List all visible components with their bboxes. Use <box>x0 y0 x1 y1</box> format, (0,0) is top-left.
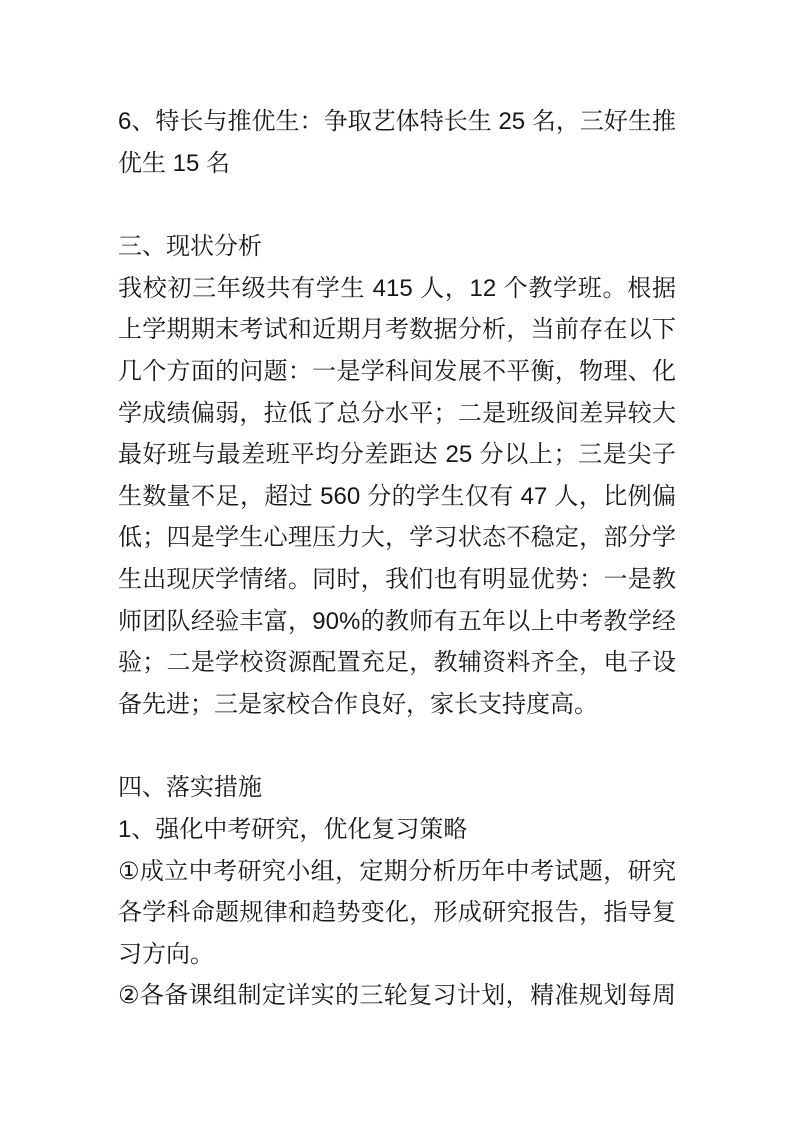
text-line: ①成立中考研究小组，定期分析历年中考试题，研究 <box>118 857 676 885</box>
paragraph <box>118 975 676 1017</box>
paragraph <box>118 809 676 851</box>
section-heading <box>118 226 676 268</box>
text-line: 三、现状分析 <box>118 233 262 261</box>
document-text-block <box>118 101 676 1017</box>
text-line: 几个方面的问题：一是学科间发展不平衡，物理、化 <box>118 357 676 385</box>
text-line: 生数量不足，超过 560 分的学生仅有 47 人，比例偏 <box>118 482 676 510</box>
paragraph <box>118 268 676 726</box>
text-line: 6、特长与推优生：争取艺体特长生 25 名，三好生推 <box>118 108 676 135</box>
paragraph <box>118 851 676 976</box>
text-line: 四、落实措施 <box>118 774 262 802</box>
text-line: 师团队经验丰富，90%的教师有五年以上中考教学经 <box>118 607 676 635</box>
text-line: 优生 15 名 <box>118 149 231 177</box>
text-line: 低；四是学生心理压力大，学习状态不稳定，部分学 <box>118 524 676 552</box>
text-line: 各学科命题规律和趋势变化，形成研究报告，指导复 <box>118 899 676 927</box>
text-line: 生出现厌学情绪。同时，我们也有明显优势：一是教 <box>118 565 676 593</box>
text-line: 验；二是学校资源配置充足，教辅资料齐全，电子设 <box>118 649 676 677</box>
text-line: ②各备课组制定详实的三轮复习计划，精准规划每周 <box>118 982 676 1010</box>
text-line: 备先进；三是家校合作良好，家长支持度高。 <box>118 690 598 718</box>
text-line: 学成绩偏弱，拉低了总分水平；二是班级间差异较大 <box>118 399 676 427</box>
text-line: 1、强化中考研究，优化复习策略 <box>118 815 468 843</box>
section-heading <box>118 767 676 809</box>
text-line: 最好班与最差班平均分差距达 25 分以上；三是尖子 <box>118 441 676 469</box>
text-line: 我校初三年级共有学生 415 人，12 个教学班。根据 <box>118 274 676 302</box>
text-line: 习方向。 <box>118 940 214 968</box>
text-line: 上学期期末考试和近期月考数据分析，当前存在以下 <box>118 316 676 344</box>
paragraph <box>118 101 676 184</box>
